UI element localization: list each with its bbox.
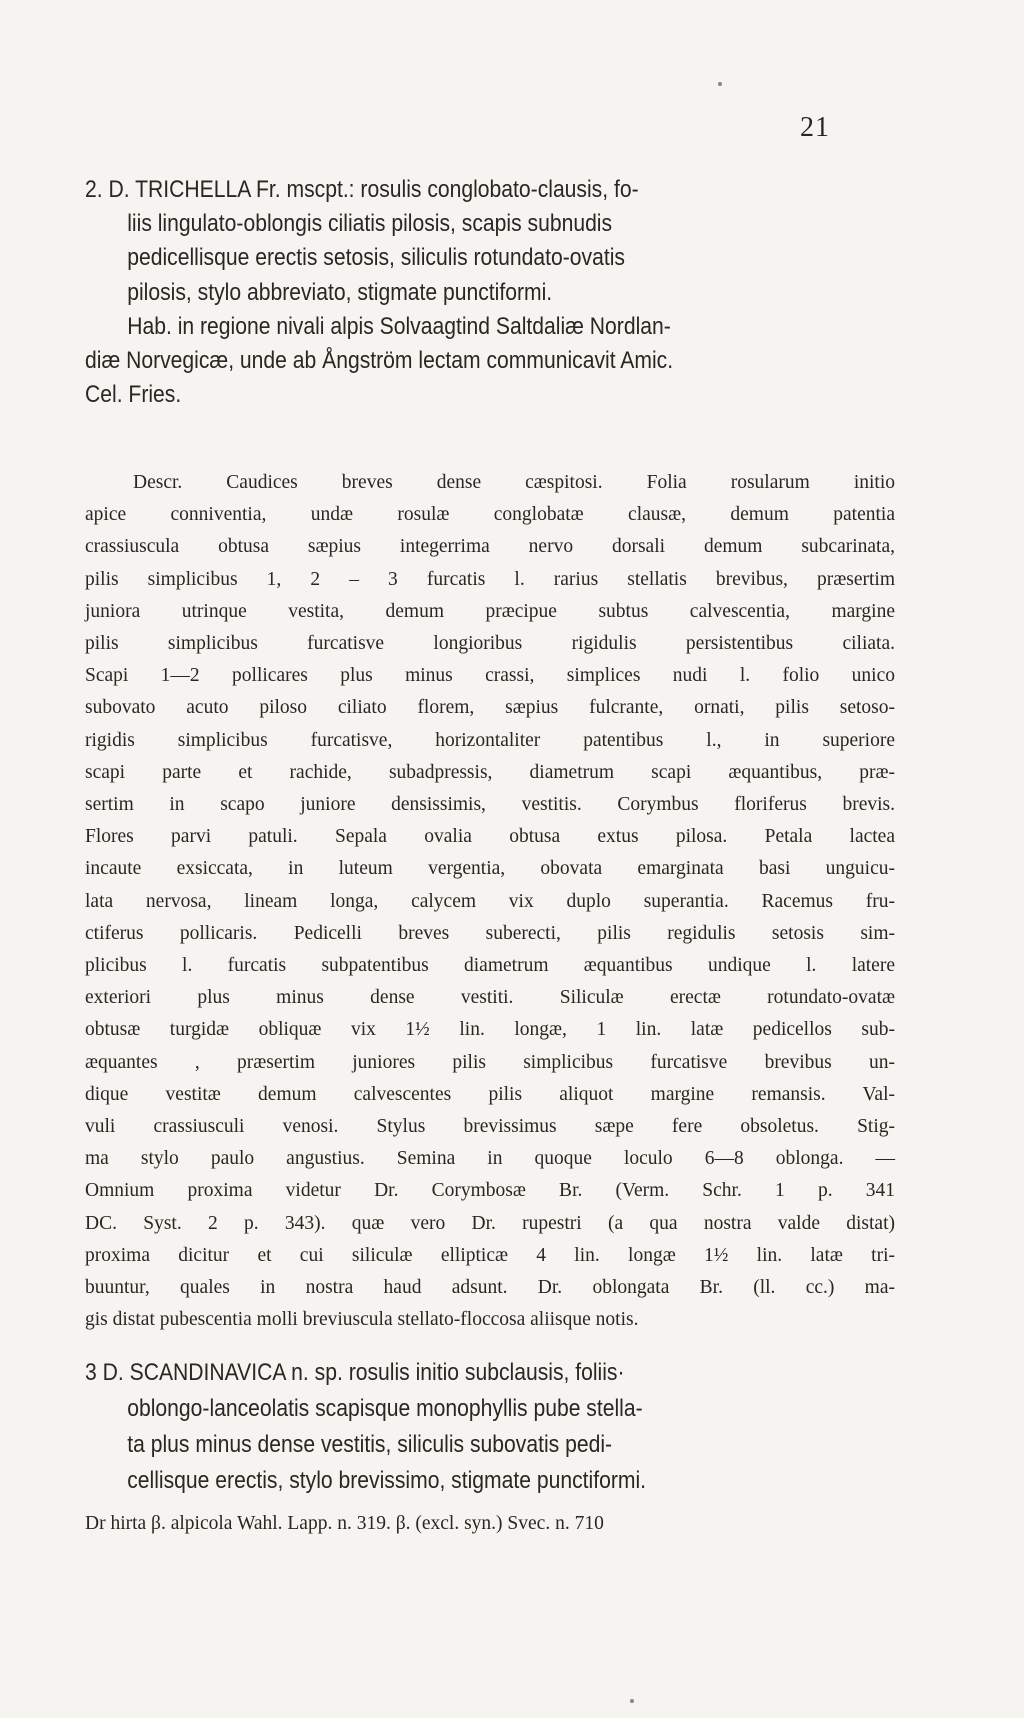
description-line: dique vestitæ demum calvescentes pilis aliquot margine remansis. Val- [85, 1083, 895, 1105]
description-line: æquantes , præsertim juniores pilis simplicibus furcatisve brevibus un- [85, 1051, 895, 1073]
description-line: juniora utrinque vestita, demum præcipue subtus calvescentia, margine [85, 600, 895, 622]
description-line: incaute exsiccata, in luteum vergentia, obovata emarginata basi unguicu- [85, 858, 895, 880]
habitat-line: Cel. Fries. [85, 381, 182, 409]
entry-2-description [85, 467, 895, 1336]
description-line: DC. Syst. 2 p. 343). quæ vero Dr. rupestri (a qua nostra valde distat) [85, 1212, 895, 1234]
entry-2-line: 2. D. TRICHELLA Fr. mscpt.: rosulis conglobato-clausis, fo- [85, 176, 639, 203]
entry-2-diagnosis [85, 173, 890, 412]
description-line: vuli crassiusculi venosi. Stylus brevissimus sæpe fere obsoletus. Stig- [85, 1116, 895, 1138]
description-line: pilis simplicibus 1, 2 – 3 furcatis l. rarius stellatis brevibus, præsertim [85, 568, 895, 590]
description-line: crassiuscula obtusa sæpius integerrima nervo dorsali demum subcarinata, [85, 536, 895, 558]
description-line: ma stylo paulo angustius. Semina in quoque loculo 6—8 oblonga. — [85, 1148, 895, 1170]
description-line: subovato acuto piloso ciliato florem, sæpius fulcrante, ornati, pilis setoso- [85, 697, 895, 719]
paper-speck [718, 82, 722, 86]
entry-2-line: pilosis, stylo abbreviato, stigmate punctiformi. [127, 278, 553, 306]
entry-3-line: 3 D. SCANDINAVICA n. sp. rosulis initio subclausis, foliis· [85, 1359, 625, 1386]
description-line: exteriori plus minus dense vestiti. Siliculæ erectæ rotundato-ovatæ [85, 987, 895, 1009]
description-line: ctiferus pollicaris. Pedicelli breves suberecti, pilis regidulis setosis sim- [85, 922, 895, 944]
synonym-line: Dr hirta β. alpicola Wahl. Lapp. n. 319. β. (excl. syn.) Svec. n. 710 [85, 1513, 604, 1534]
description-line: Flores parvi patuli. Sepala ovalia obtusa extus pilosa. Petala lactea [85, 826, 895, 848]
description-line: Omnium proxima videtur Dr. Corymbosæ Br. (Verm. Schr. 1 p. 341 [85, 1180, 895, 1202]
entry-3-synonym [85, 1508, 895, 1540]
description-line: gis distat pubescentia molli breviuscula stellato-floccosa aliisque notis. [85, 1309, 639, 1331]
description-line: obtusæ turgidæ obliquæ vix 1½ lin. longæ, 1 lin. latæ pedicellos sub- [85, 1019, 895, 1041]
description-line: Scapi 1—2 pollicares plus minus crassi, simplices nudi l. folio unico [85, 665, 895, 687]
entry-3-line: cellisque erectis, stylo brevissimo, stigmate punctiformi. [127, 1467, 647, 1494]
description-line: pilis simplicibus furcatisve longioribus rigidulis persistentibus ciliata. [85, 633, 895, 655]
description-line: Descr. Caudices breves dense cæspitosi. Folia rosularum initio [133, 472, 895, 493]
entry-2-line: pedicellisque erectis setosis, siliculis rotundato-ovatis [127, 244, 625, 272]
description-line: proxima dicitur et cui siliculæ ellipticæ 4 lin. longæ 1½ lin. latæ tri- [85, 1244, 895, 1266]
description-line: apice conniventia, undæ rosulæ conglobatæ clausæ, demum patentia [85, 504, 895, 526]
description-line: lata nervosa, lineam longa, calycem vix duplo superantia. Racemus fru- [85, 890, 895, 912]
entry-3-line: oblongo-lanceolatis scapisque monophyllis pube stella- [127, 1395, 643, 1422]
description-line: sertim in scapo juniore densissimis, vestitis. Corymbus floriferus brevis. [85, 794, 895, 816]
paper-speck [630, 1699, 634, 1703]
habitat-line: Hab. in regione nivali alpis Solvaagtind Saltdaliæ Nordlan- [127, 312, 671, 340]
entry-3-line: ta plus minus dense vestitis, siliculis subovatis pedi- [127, 1431, 613, 1458]
page-number: 21 [800, 112, 830, 143]
description-line: buuntur, quales in nostra haud adsunt. Dr. oblongata Br. (ll. cc.) ma- [85, 1277, 895, 1299]
entry-2-line: liis lingulato-oblongis ciliatis pilosis, scapis subnudis [127, 210, 613, 238]
description-line: scapi parte et rachide, subadpressis, diametrum scapi æquantibus, præ- [85, 761, 895, 783]
description-line: plicibus l. furcatis subpatentibus diametrum æquantibus undique l. latere [85, 955, 895, 977]
habitat-line: diæ Norvegicæ, unde ab Ångström lectam communicavit Amic. [85, 347, 674, 375]
entry-3-diagnosis [85, 1355, 890, 1499]
description-line: rigidis simplicibus furcatisve, horizontaliter patentibus l., in superiore [85, 729, 895, 751]
